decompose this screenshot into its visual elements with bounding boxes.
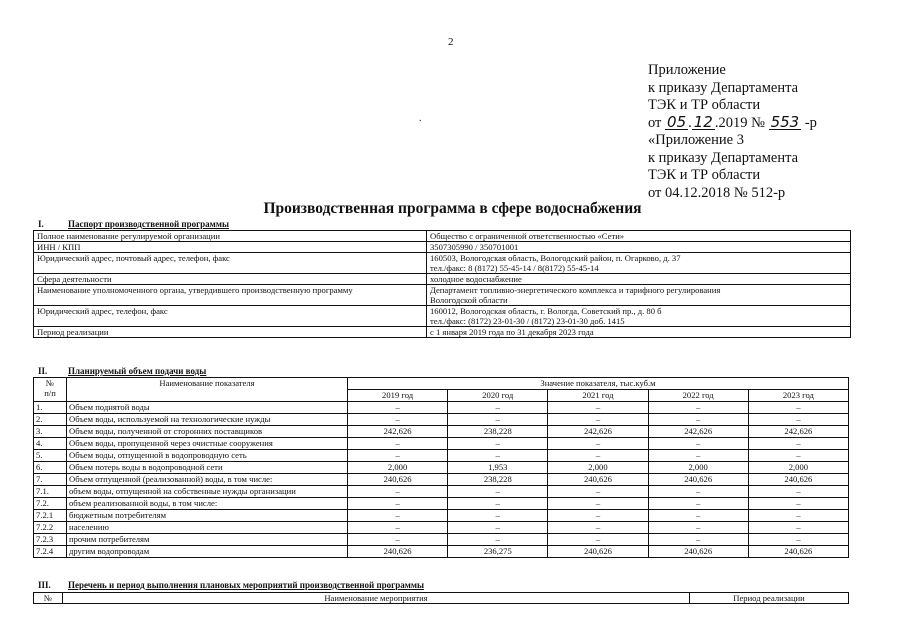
section-number: III. [38,580,51,590]
passport-value-line: тел./факс: (8172) 23-01-30 / (8172) 23-01-30 доб. 1415 [430,316,625,326]
passport-key: Юридический адрес, почтовый адрес, телефон, факс [34,253,427,274]
indicator-value: – [448,486,548,498]
indicator-value: 242,626 [648,426,748,438]
passport-key: Юридический адрес, телефон, факс [34,306,427,327]
passport-row [34,327,851,338]
indicator-value: – [448,498,548,510]
header-num-sub: п/п [44,388,56,398]
indicator-name: Объем поднятой воды [67,402,348,414]
table-row [34,414,849,426]
indicator-value: – [748,438,848,450]
passport-key: Период реализации [34,327,427,338]
table-row [34,486,849,498]
header-name: Наименование показателя [67,378,348,402]
row-number: 6. [34,462,67,474]
table-row [34,534,849,546]
indicator-value: 2,000 [348,462,448,474]
appendix-line: ТЭК и ТР области [648,167,761,183]
indicator-value: – [748,450,848,462]
passport-row [34,242,851,253]
passport-value-line: Департамент топливно-энергетического комплекса и тарифного регулирования [430,285,721,295]
indicator-value: – [348,402,448,414]
section-3-heading [38,580,424,590]
passport-value [427,327,851,338]
year-header: 2021 год [548,390,648,402]
indicator-name: Объем воды, пропущенной через очистные сооружения [67,438,348,450]
indicator-value: 240,626 [348,474,448,486]
indicator-value: – [348,522,448,534]
section-number: I. [38,219,44,229]
indicator-value: – [448,450,548,462]
indicator-value: – [648,498,748,510]
handwritten-day: 05 [667,112,687,131]
header-value-group: Значение показателя, тыс.куб.м [348,378,849,390]
indicator-value: – [748,414,848,426]
row-number: 1. [34,402,67,414]
indicator-value: 2,000 [648,462,748,474]
date-year: .2019 № [714,114,765,131]
measures-table [33,592,849,604]
indicator-value: – [748,498,848,510]
passport-value [427,231,851,242]
row-number: 7.2.4 [34,546,67,558]
passport-value [427,274,851,285]
section-2-heading [38,366,206,376]
indicator-value: – [648,402,748,414]
indicator-value: – [548,498,648,510]
indicator-name: прочим потребителям [67,534,348,546]
passport-value [427,242,851,253]
passport-value-line: с 1 января 2019 года по 31 декабря 2023 года [430,327,594,337]
section-title: Планируемый объем подачи воды [68,366,207,376]
appendix-line: Приложение [648,62,726,78]
passport-value [427,306,851,327]
passport-value-line: 160503, Вологодская область, Вологодский район, п. Огарково, д. 37 [430,253,681,263]
indicator-value: – [448,402,548,414]
indicator-name: Объем отпущенной (реализованной) воды, в том числе: [67,474,348,486]
indicator-value: 238,228 [448,474,548,486]
date-prefix: от [648,114,662,131]
section-1-heading [38,219,229,229]
table-row [34,426,849,438]
year-header: 2019 год [348,390,448,402]
indicator-name: Объем воды, используемой на технологические нужды [67,414,348,426]
indicator-value: 240,626 [648,474,748,486]
table-row [34,450,849,462]
row-number: 7.2.2 [34,522,67,534]
indicator-value: – [348,414,448,426]
handwritten-month: 12 [693,112,713,131]
indicator-value: 242,626 [748,426,848,438]
indicator-value: – [548,450,648,462]
indicator-name: Объем потерь воды в водопроводной сети [67,462,348,474]
indicator-value: – [448,510,548,522]
indicator-value: – [348,510,448,522]
year-header: 2023 год [748,390,848,402]
indicator-value: – [348,438,448,450]
indicator-value: 240,626 [548,474,648,486]
table-row [34,402,849,414]
order-suffix: -р [804,114,817,131]
row-number: 7.2.3 [34,534,67,546]
indicator-value: 242,626 [348,426,448,438]
row-number: 4. [34,438,67,450]
indicator-value: – [448,534,548,546]
appendix-line: к приказу Департамента [648,79,799,96]
table-row [34,498,849,510]
row-number: 2. [34,414,67,426]
indicator-value: – [648,414,748,426]
indicator-value: – [448,522,548,534]
passport-value-line: Общество с ограниченной ответственностью «Сети» [430,231,625,241]
indicator-value: – [748,510,848,522]
header-num [34,378,67,402]
indicator-value: – [548,510,648,522]
passport-row [34,306,851,327]
indicator-value: 2,000 [548,462,648,474]
passport-row [34,285,851,306]
indicator-value: – [648,438,748,450]
appendix-line: «Приложение 3 [648,132,744,148]
passport-row [34,274,851,285]
indicator-name: бюджетным потребителям [67,510,348,522]
indicator-value: – [748,522,848,534]
indicator-value: – [748,486,848,498]
passport-value-line: холодное водоснабжение [430,274,522,284]
table-row [34,474,849,486]
header-num: № [34,593,63,604]
year-header: 2022 год [648,390,748,402]
row-number: 3. [34,426,67,438]
row-number: 7.2. [34,498,67,510]
indicator-value: 2,000 [748,462,848,474]
indicator-value: 236,275 [448,546,548,558]
row-number: 7. [34,474,67,486]
header-measure-name: Наименование мероприятия [63,593,690,604]
page-number: 2 [448,36,454,48]
passport-row [34,253,851,274]
indicator-value: 240,626 [348,546,448,558]
section-title: Паспорт производственной программы [68,219,229,229]
indicator-value: – [548,414,648,426]
table-row [34,438,849,450]
passport-value-line: Вологодской области [430,295,508,305]
appendix-order-line: от 05 . 12 .2019 № 553 -р [648,112,817,131]
indicator-value: – [548,534,648,546]
indicator-value: – [348,534,448,546]
row-number: 7.2.1 [34,510,67,522]
indicator-value: – [748,402,848,414]
section-number: II. [38,366,48,376]
table-row [34,510,849,522]
indicator-value: – [648,450,748,462]
passport-value-line: 160012, Вологодская область, г. Вологда, Советский пр., д. 80 б [430,306,662,316]
passport-value [427,253,851,274]
row-number: 5. [34,450,67,462]
passport-key: Наименование уполномоченного органа, утвердившего производственную программу [34,285,427,306]
document-title: Производственная программа в сфере водоснабжения [263,200,642,217]
indicator-value: 242,626 [548,426,648,438]
indicator-value: 240,626 [648,546,748,558]
appendix-line: к приказу Департамента [648,149,799,166]
appendix-line: от 04.12.2018 № 512-р [648,184,786,201]
indicator-name: объем воды, отпущенной на собственные нужды организации [67,486,348,498]
table-row [34,522,849,534]
indicator-value: – [348,498,448,510]
indicator-value: 240,626 [748,546,848,558]
indicator-value: – [548,402,648,414]
indicator-value: – [648,510,748,522]
table-row [34,462,849,474]
passport-key: Сфера деятельности [34,274,427,285]
handwritten-order-number: 553 [770,112,800,131]
indicator-name: другим водопроводам [67,546,348,558]
water-volume-table [33,377,849,558]
indicator-value: 238,228 [448,426,548,438]
passport-key: Полное наименование регулируемой организации [34,231,427,242]
indicator-name: Объем воды, отпущенной в водопроводную сеть [67,450,348,462]
indicator-value: – [548,486,648,498]
appendix-block [648,62,817,202]
indicator-value: – [348,486,448,498]
appendix-line: ТЭК и ТР области [648,97,761,113]
indicator-name: объем реализованной воды, в том числе: [67,498,348,510]
passport-value-line: 3507305990 / 350701001 [430,242,519,252]
indicator-value: – [448,438,548,450]
passport-row [34,231,851,242]
passport-table [33,230,851,338]
row-number: 7.1. [34,486,67,498]
header-num-label: № [45,378,55,388]
indicator-value: 1,953 [448,462,548,474]
section-title: Перечень и период выполнения плановых мероприятий производственной программы [68,580,425,590]
indicator-value: 240,626 [548,546,648,558]
passport-key: ИНН / КПП [34,242,427,253]
indicator-value: – [448,414,548,426]
indicator-value: – [748,534,848,546]
table-row [34,546,849,558]
year-header: 2020 год [448,390,548,402]
indicator-value: – [648,522,748,534]
indicator-value: – [548,438,648,450]
indicator-name: Объем воды, полученной от сторонних поставщиков [67,426,348,438]
passport-value [427,285,851,306]
passport-value-line: тел./факс: 8 (8172) 55-45-14 / 8(8172) 55-45-14 [430,263,599,273]
indicator-value: – [348,450,448,462]
indicator-value: – [548,522,648,534]
header-period: Период реализации [690,593,849,604]
indicator-value: – [648,486,748,498]
indicator-name: населению [67,522,348,534]
indicator-value: – [648,534,748,546]
stray-mark: . [419,113,422,124]
indicator-value: 240,626 [748,474,848,486]
